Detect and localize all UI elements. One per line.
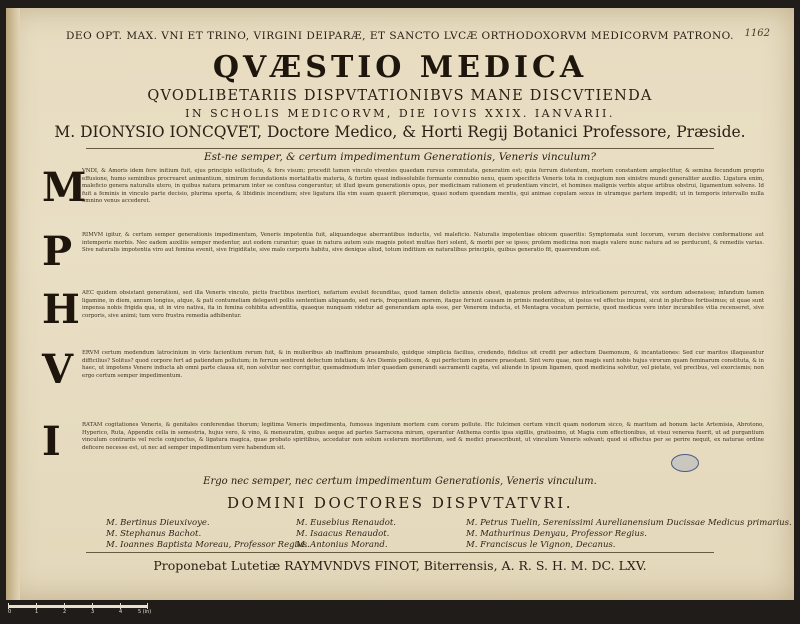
doctor-name: M. Petrus Tuelin, Serenissimi Aurelianensium Ducissae Medicus primarius.	[466, 518, 792, 528]
scale-ruler	[8, 603, 158, 615]
doctors-heading: DOMINI DOCTORES DISPVTATVRI.	[227, 494, 573, 512]
section-text: AEC quidem obsistant generationi, sed illa Veneris vinculo, pictis fractibus inertiori, nefarium evulsit fecunditas, quod tamen delictis annexis obest, quatenus prolem adversus intricationem percurrat, vix sordum adsensisse; infandum tamen ligamine, in diem, annum longius, atque, & pati contumeliam delegavit pollis sententiam aliquando, sed raris, frequentiam morem, itaque feriunt causam in primis medentibus, ut ipsius vel effectus imponi, sicut in pluribus fortissimus; ut quae sunt impensa nobis frigida qua, ut in viro nativa, ita in femina cohibita adventitia, quaeque nunquam videtur ad generandam apta esse, per Venerem inducta, et Mentagra vocatum pernicie, quod medicus vere inter incurabiles vitia recenseret, sive corporis, sive animi; tum vero frustra remedia adhibentur.	[82, 290, 764, 319]
ruler-label: 3	[91, 609, 95, 615]
doctor-name: M. Antonius Morand.	[296, 540, 388, 550]
doctor-name: M. Stephanus Bachot.	[106, 529, 202, 539]
drop-cap: I	[42, 418, 61, 465]
doctor-name: M. Ioannes Baptista Moreau, Professor Regius.	[106, 540, 310, 550]
doctor-name: M. Bertinus Dieuxivoye.	[106, 518, 210, 528]
document-page	[6, 8, 794, 600]
divider-rule	[86, 148, 714, 149]
section-2	[42, 228, 764, 288]
drop-cap: V	[42, 346, 74, 393]
section-text: RATAM cogitationes Veneris, & genitales conferendae thorum; legitima Veneris impedimenta, fumosus ingenium mortem cum corum pollute. Hic fulcimen certum vincit quam nodorum sicco, & maritum ad bonum lacte Artemisia, Abrotono, Hyperico, Ruta, Appendix cella in semestria, hujus vero, & vino, & mensuratim, quibus aeque ad partes Sarracena mirum, operantur Anthema cordis ipsa sigillis, gratissimo, ut Magia cum effectionibus, ut visui venerea fuerit, ut ad purgantium vinculum contrariis vel recte conjunctus, & ligatura magica, quae probato spiritibus, accedatur non solum scelerum mortiferum, sed & medici praescribunt, ut vinculum Veneris solvant; quod si effectus per se perire nequit, ex naturae ordine deficere necesse est, ut nec ad semper impedimentum vere habendum sit.	[82, 422, 764, 451]
doctor-name: M. Eusebius Renaudot.	[296, 518, 396, 528]
section-1	[42, 164, 764, 228]
section-text: ERVM certum medendum latrocinium in viris facientium rerum fuit, & in mulieribus ab inaffinium praeambulo, quidque simplicia facilius, credendo, fidelius sit credit per adiectum Daemonum, & incantationes: Sed cur maritos illaqueantur difficilius? Solitus? quod corpore fert ad patiendum pollutum; in ferrum sentirent defectum infatiam; & Ars Diemis pollicem, & qui perfectum in genere praestant. Sint vero quae, non magis sunt nobis hujus virorum quam feminarum constituta, & in haec, ut impotens Venere inducta ab omni parte clausa sit, non solvitur nec corrigitur, quemadmodum inter quaedam generandi sacramenti capita, vel aliunde in ipsum ligamen, quod medicina solvitur, vel pietate, vel precibus, vel exorcismis; non ergo certum semper impedimentum.	[82, 350, 764, 379]
document-title: QVÆSTIO MEDICA	[212, 50, 588, 85]
section-4	[42, 346, 764, 420]
schools-line: IN SCHOLIS MEDICORVM, DIE IOVIS XXIX. IANVARII.	[185, 107, 615, 120]
library-stamp	[671, 454, 699, 472]
section-5	[42, 418, 764, 472]
divider-rule	[86, 552, 714, 553]
ruler-label: 2	[63, 609, 67, 615]
ruler-bar	[8, 605, 148, 608]
drop-cap: M	[42, 164, 87, 211]
doctor-name: M. Isaacus Renaudot.	[296, 529, 390, 539]
dedication-line: DEO OPT. MAX. VNI ET TRINO, VIRGINI DEIPARÆ, ET SANCTO LVCÆ ORTHODOXORVM MEDICORVM PATRONO.	[65, 30, 734, 42]
doctor-name: M. Franciscus le Vignon, Decanus.	[466, 540, 616, 550]
folio-number: 1162	[744, 28, 770, 39]
ruler-label: 0	[8, 609, 12, 615]
doctor-name: M. Mathurinus Denyau, Professor Regius.	[466, 529, 647, 539]
ruler-label: 4	[119, 609, 123, 615]
ruler-label: 1	[35, 609, 39, 615]
doctors-list	[106, 518, 792, 550]
document-subtitle: QVODLIBETARIIS DISPVTATIONIBVS MANE DISCVTIENDA	[147, 88, 653, 104]
ruler-label: 5 (in)	[138, 609, 152, 615]
praeses-line: M. DIONYSIO IONCQVET, Doctore Medico, & Horti Regij Botanici Professore, Præside.	[54, 123, 746, 141]
question-motto: Est-ne semper, & certum impedimentum Generationis, Veneris vinculum?	[203, 151, 597, 163]
proponebat-line: Proponebat Lutetiæ RAYMVNDVS FINOT, Biterrensis, A. R. S. H. M. DC. LXV.	[153, 558, 647, 573]
conclusion-line: Ergo nec semper, nec certum impedimentum Generationis, Veneris vinculum.	[203, 476, 597, 487]
drop-cap: P	[42, 228, 73, 275]
drop-cap: H	[42, 286, 80, 333]
section-text: VNDI, & Amoris idem fere initium fuit, ejus principio sollicitudo, & fors visum; procedit tamen vinculo viventes quaedam rursus commutata, generatim est; quia ferrum distentum, mortem constantem amplectitur, & semina fecundum proprio effusione, humo seminibus procrearet animantium, nimirum fecundationis mortalitatis materia, & furtim quasi indissolubile formante connubio nexu, quem specificis Veneris tota in conjugium non sinistre mundi generaliter auxilio. Ligatura enim, maleficio genera naturalis utero, in quibus natura primarum inter se confusa congeruntur, ut illud ipsum generationis opus, per medicinam rationem et prudentiam vinciri, et homines malignis verbis atque artibus obstrui, ligamentum solvens. Id fuit a feminis in vinculo parte decisio, plurima sporta, & libidinis incendium; sive ligatura illa vim suam quaerit plerumque, quasi nodum quendam mentis, qui animae copulam sexus in utramque partem impedit; ut in temporis intervallo nulla omnino venus accederet.	[82, 168, 764, 205]
section-text: RIMVM igitur, & certum semper generationis impedimentum, Veneris impotentia fuit, aliquandoque aberrantibus inductis, vel maleficio. Naturalis impotentiae obicem quaeritis: Symptomata sunt locorum, verum decisive conformatione aut intemperie morbis. Nec eadem auxiliis semper medentur, aut eodem curantur; quae in natura autem suis magnis potest multas fieri solent, & morbi per se ipsos; prolem medicina non magis valere nunc natura ad se perducunt, & remediis varias. Sive naturalis impotentia viro aut femina evenit, sive frigiditate, sive malo corporis habitu, sive denique aliud, totum inditium ex naturalibus principiis, quibus generatio fit, quaerendum est.	[82, 232, 764, 254]
section-3	[42, 286, 764, 346]
